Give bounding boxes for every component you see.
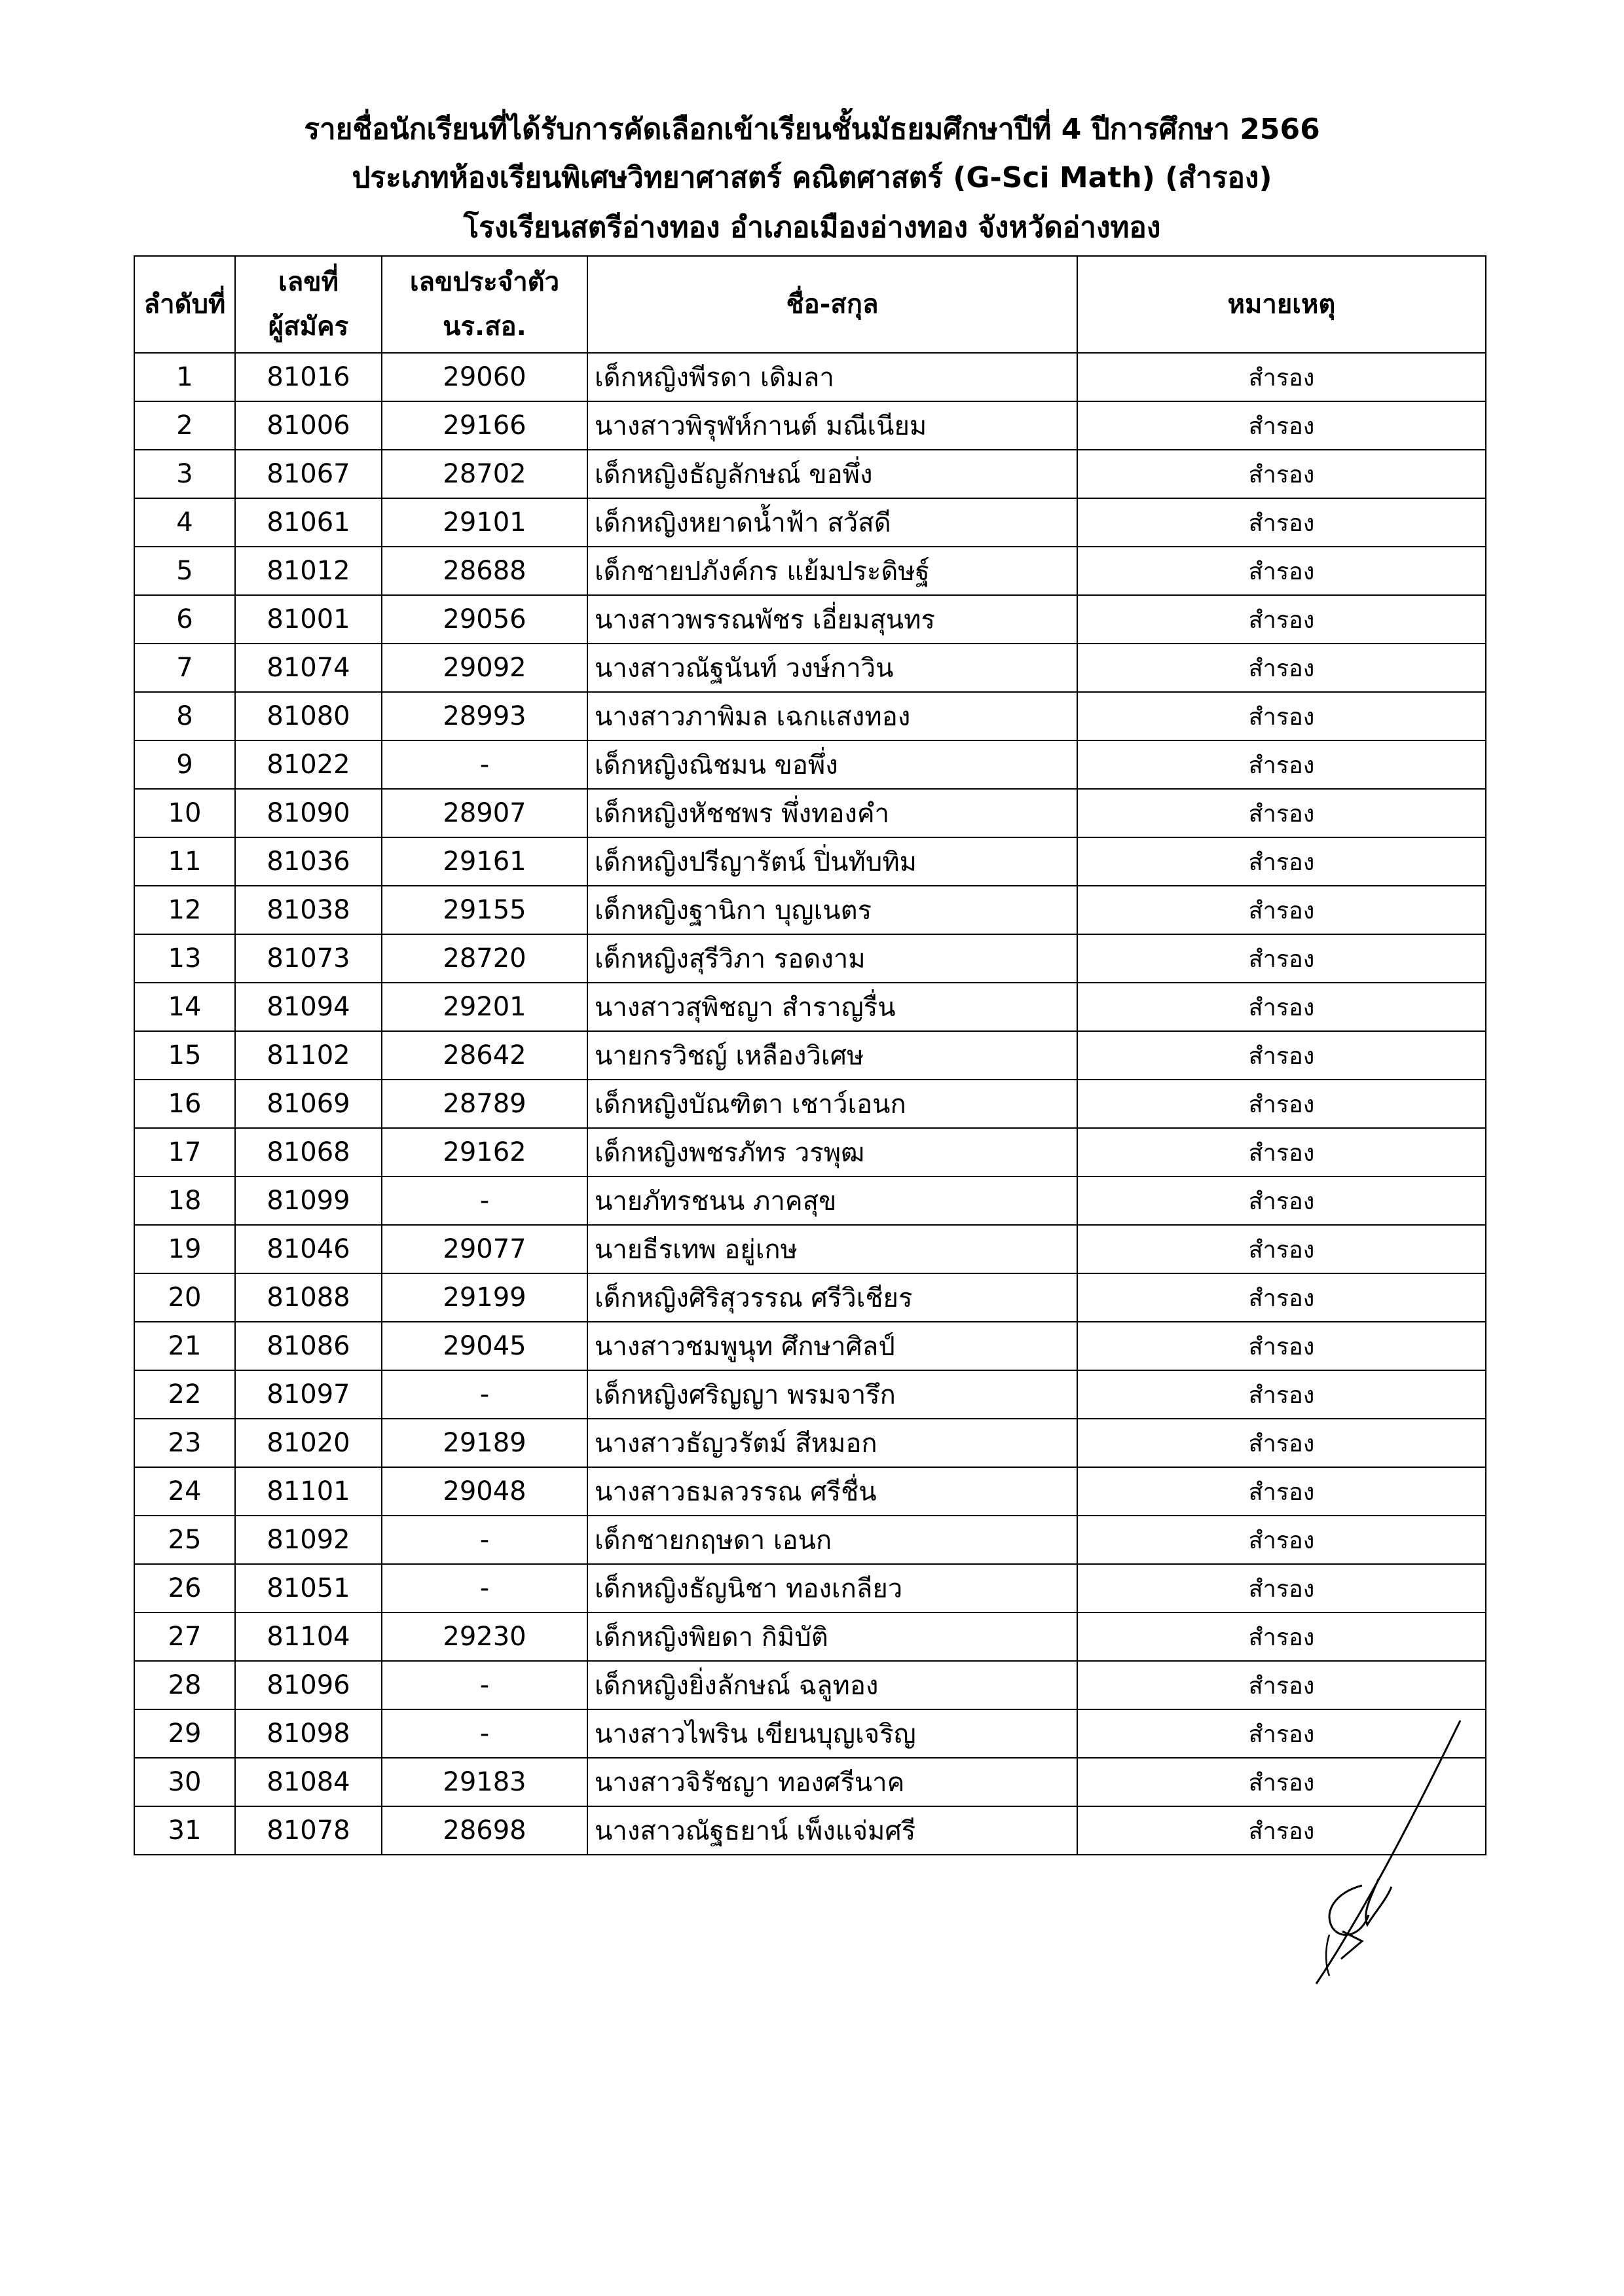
table-row <box>134 1370 1486 1419</box>
header-order: ลำดับที่ <box>134 256 235 353</box>
row-applicant-number: 81088 <box>235 1273 382 1322</box>
row-student-name: นางสาวธมลวรรณ ศรีชื่น <box>587 1467 1077 1516</box>
row-student-name: นางสาวพรรณพัชร เอี่ยมสุนทร <box>587 595 1077 644</box>
row-applicant-number: 81090 <box>235 789 382 837</box>
row-applicant-number: 81096 <box>235 1661 382 1709</box>
row-note: สำรอง <box>1077 934 1486 983</box>
header-note: หมายเหตุ <box>1077 256 1486 353</box>
row-applicant-number: 81073 <box>235 934 382 983</box>
row-note: สำรอง <box>1077 983 1486 1031</box>
row-applicant-number: 81098 <box>235 1709 382 1758</box>
table-row <box>134 1613 1486 1661</box>
row-order: 15 <box>134 1031 235 1080</box>
header-student-id <box>382 256 587 353</box>
row-student-name: เด็กหญิงยิ่งลักษณ์ ฉลูทอง <box>587 1661 1077 1709</box>
table-row <box>134 1564 1486 1613</box>
row-student-name: เด็กหญิงพีรดา เดิมลา <box>587 353 1077 401</box>
row-student-id: 29056 <box>382 595 587 644</box>
row-order: 27 <box>134 1613 235 1661</box>
row-student-name: เด็กหญิงธัญลักษณ์ ขอพึ่ง <box>587 450 1077 498</box>
row-order: 23 <box>134 1419 235 1467</box>
table-row <box>134 934 1486 983</box>
row-order: 7 <box>134 644 235 692</box>
row-student-id: 29189 <box>382 1419 587 1467</box>
row-applicant-number: 81078 <box>235 1806 382 1855</box>
row-order: 31 <box>134 1806 235 1855</box>
row-order: 5 <box>134 547 235 595</box>
row-order: 19 <box>134 1225 235 1273</box>
row-applicant-number: 81101 <box>235 1467 382 1516</box>
row-student-name: นายธีรเทพ อยู่เกษ <box>587 1225 1077 1273</box>
row-note: สำรอง <box>1077 1370 1486 1419</box>
row-student-id: 29162 <box>382 1128 587 1176</box>
row-order: 28 <box>134 1661 235 1709</box>
row-applicant-number: 81020 <box>235 1419 382 1467</box>
row-student-id: 29077 <box>382 1225 587 1273</box>
table-row <box>134 401 1486 450</box>
row-applicant-number: 81022 <box>235 740 382 789</box>
row-applicant-number: 81104 <box>235 1613 382 1661</box>
row-student-id: 28789 <box>382 1080 587 1128</box>
row-applicant-number: 81097 <box>235 1370 382 1419</box>
row-applicant-number: 81068 <box>235 1128 382 1176</box>
row-student-name: เด็กชายกฤษดา เอนก <box>587 1516 1077 1564</box>
row-applicant-number: 81092 <box>235 1516 382 1564</box>
row-note: สำรอง <box>1077 740 1486 789</box>
row-applicant-number: 81080 <box>235 692 382 740</box>
row-note: สำรอง <box>1077 1080 1486 1128</box>
table-row <box>134 983 1486 1031</box>
row-student-name: เด็กหญิงฐานิกา บุญเนตร <box>587 886 1077 934</box>
table-row <box>134 547 1486 595</box>
row-order: 20 <box>134 1273 235 1322</box>
table-row <box>134 886 1486 934</box>
row-note: สำรอง <box>1077 1661 1486 1709</box>
row-note: สำรอง <box>1077 1467 1486 1516</box>
row-student-name: นางสาวชมพูนุท ศึกษาศิลป์ <box>587 1322 1077 1370</box>
row-applicant-number: 81086 <box>235 1322 382 1370</box>
row-student-id: 28993 <box>382 692 587 740</box>
row-applicant-number: 81046 <box>235 1225 382 1273</box>
row-note: สำรอง <box>1077 692 1486 740</box>
table-row <box>134 1176 1486 1225</box>
row-order: 26 <box>134 1564 235 1613</box>
table-body <box>134 353 1486 1855</box>
row-student-id: - <box>382 1516 587 1564</box>
table-row <box>134 837 1486 886</box>
row-student-name: นางสาวสุพิชญา สำราญรื่น <box>587 983 1077 1031</box>
table-row <box>134 498 1486 547</box>
row-student-name: นางสาวณัฐธยาน์ เพ็งแจ่มศรี <box>587 1806 1077 1855</box>
row-student-id: 29101 <box>382 498 587 547</box>
row-note: สำรอง <box>1077 1516 1486 1564</box>
row-student-id: 29161 <box>382 837 587 886</box>
row-note: สำรอง <box>1077 401 1486 450</box>
row-note: สำรอง <box>1077 595 1486 644</box>
header-student-id-line2: นร.สอ. <box>443 312 526 342</box>
row-student-name: เด็กหญิงพิยดา กิมิบัติ <box>587 1613 1077 1661</box>
row-order: 8 <box>134 692 235 740</box>
row-note: สำรอง <box>1077 644 1486 692</box>
row-student-name: นางสาวจิรัชญา ทองศรีนาค <box>587 1758 1077 1806</box>
student-roster-table <box>134 255 1486 1855</box>
row-student-id: 29155 <box>382 886 587 934</box>
row-student-name: เด็กชายปภังค์กร แย้มประดิษฐ์ <box>587 547 1077 595</box>
row-order: 14 <box>134 983 235 1031</box>
row-student-id: 29045 <box>382 1322 587 1370</box>
row-order: 11 <box>134 837 235 886</box>
table-row <box>134 644 1486 692</box>
row-applicant-number: 81006 <box>235 401 382 450</box>
row-note: สำรอง <box>1077 1419 1486 1467</box>
row-student-name: เด็กหญิงพชรภัทร วรพุฒ <box>587 1128 1077 1176</box>
row-applicant-number: 81001 <box>235 595 382 644</box>
row-applicant-number: 81012 <box>235 547 382 595</box>
row-order: 10 <box>134 789 235 837</box>
row-student-id: 29199 <box>382 1273 587 1322</box>
row-student-id: - <box>382 740 587 789</box>
table-row <box>134 1322 1486 1370</box>
row-order: 16 <box>134 1080 235 1128</box>
row-student-name: นางสาวไพริน เขียนบุญเจริญ <box>587 1709 1077 1758</box>
row-student-name: เด็กหญิงปรีญารัตน์ ปิ่นทับทิม <box>587 837 1077 886</box>
header-applicant-number <box>235 256 382 353</box>
row-note: สำรอง <box>1077 450 1486 498</box>
table-row <box>134 1661 1486 1709</box>
row-applicant-number: 81084 <box>235 1758 382 1806</box>
table-row <box>134 1031 1486 1080</box>
row-order: 2 <box>134 401 235 450</box>
table-header-row <box>134 256 1486 353</box>
row-student-id: 28698 <box>382 1806 587 1855</box>
row-note: สำรอง <box>1077 1128 1486 1176</box>
row-student-name: นางสาวพิรุฬห์กานต์ มณีเนียม <box>587 401 1077 450</box>
table-row <box>134 1080 1486 1128</box>
table-row <box>134 1225 1486 1273</box>
row-student-id: 28642 <box>382 1031 587 1080</box>
row-applicant-number: 81038 <box>235 886 382 934</box>
row-student-id: 29183 <box>382 1758 587 1806</box>
row-note: สำรอง <box>1077 353 1486 401</box>
row-order: 17 <box>134 1128 235 1176</box>
table-row <box>134 1128 1486 1176</box>
row-student-id: 29060 <box>382 353 587 401</box>
row-student-name: นางสาวภาพิมล เฉกแสงทอง <box>587 692 1077 740</box>
row-student-name: เด็กหญิงหยาดน้ำฟ้า สวัสดี <box>587 498 1077 547</box>
header-name: ชื่อ-สกุล <box>587 256 1077 353</box>
row-student-name: เด็กหญิงณิชมน ขอพึ่ง <box>587 740 1077 789</box>
row-student-id: 29230 <box>382 1613 587 1661</box>
row-note: สำรอง <box>1077 1709 1486 1758</box>
row-student-name: นายกรวิชญ์ เหลืองวิเศษ <box>587 1031 1077 1080</box>
row-student-id: - <box>382 1564 587 1613</box>
table-row <box>134 1273 1486 1322</box>
header-applicant-line1: เลขที่ <box>278 267 339 297</box>
row-student-name: เด็กหญิงธัญนิชา ทองเกลียว <box>587 1564 1077 1613</box>
row-student-id: 29092 <box>382 644 587 692</box>
row-note: สำรอง <box>1077 498 1486 547</box>
row-note: สำรอง <box>1077 1031 1486 1080</box>
table-row <box>134 692 1486 740</box>
row-note: สำรอง <box>1077 1806 1486 1855</box>
row-student-id: 28720 <box>382 934 587 983</box>
row-note: สำรอง <box>1077 837 1486 886</box>
row-applicant-number: 81051 <box>235 1564 382 1613</box>
row-order: 30 <box>134 1758 235 1806</box>
row-student-id: 28688 <box>382 547 587 595</box>
row-note: สำรอง <box>1077 1758 1486 1806</box>
row-applicant-number: 81067 <box>235 450 382 498</box>
document-title: รายชื่อนักเรียนที่ได้รับการคัดเลือกเข้าเรียนชั้นมัธยมศึกษาปีที่ 4 ปีการศึกษา 2566 <box>304 113 1320 146</box>
row-applicant-number: 81099 <box>235 1176 382 1225</box>
row-order: 3 <box>134 450 235 498</box>
row-student-id: - <box>382 1176 587 1225</box>
row-order: 22 <box>134 1370 235 1419</box>
table-row <box>134 789 1486 837</box>
row-student-id: 29166 <box>382 401 587 450</box>
row-applicant-number: 81036 <box>235 837 382 886</box>
row-applicant-number: 81094 <box>235 983 382 1031</box>
row-order: 1 <box>134 353 235 401</box>
row-student-name: นางสาวธัญวรัตม์ สีหมอก <box>587 1419 1077 1467</box>
table-row <box>134 1516 1486 1564</box>
signature-mark <box>1264 1715 1480 1990</box>
row-student-name: เด็กหญิงบัณฑิตา เชาว์เอนก <box>587 1080 1077 1128</box>
table-row <box>134 353 1486 401</box>
row-order: 9 <box>134 740 235 789</box>
table-row <box>134 450 1486 498</box>
row-order: 13 <box>134 934 235 983</box>
table-row <box>134 1419 1486 1467</box>
row-note: สำรอง <box>1077 1273 1486 1322</box>
row-note: สำรอง <box>1077 547 1486 595</box>
table-row <box>134 740 1486 789</box>
row-applicant-number: 81016 <box>235 353 382 401</box>
row-student-name: เด็กหญิงศริญญา พรมจารึก <box>587 1370 1077 1419</box>
row-student-name: นางสาวณัฐนันท์ วงษ์กาวิน <box>587 644 1077 692</box>
row-order: 18 <box>134 1176 235 1225</box>
header-applicant-line2: ผู้สมัคร <box>268 312 349 342</box>
table-row <box>134 595 1486 644</box>
row-order: 12 <box>134 886 235 934</box>
row-student-id: 28907 <box>382 789 587 837</box>
row-order: 4 <box>134 498 235 547</box>
row-student-id: - <box>382 1661 587 1709</box>
row-applicant-number: 81102 <box>235 1031 382 1080</box>
row-student-name: เด็กหญิงหัชชพร พึ่งทองคำ <box>587 789 1077 837</box>
header-student-id-line1: เลขประจำตัว <box>409 267 560 297</box>
row-student-id: 29201 <box>382 983 587 1031</box>
row-student-id: 29048 <box>382 1467 587 1516</box>
row-student-id: 28702 <box>382 450 587 498</box>
row-note: สำรอง <box>1077 1322 1486 1370</box>
row-note: สำรอง <box>1077 1564 1486 1613</box>
table-row <box>134 1467 1486 1516</box>
row-order: 25 <box>134 1516 235 1564</box>
row-note: สำรอง <box>1077 789 1486 837</box>
row-student-name: เด็กหญิงศิริสุวรรณ ศรีวิเชียร <box>587 1273 1077 1322</box>
row-student-name: นายภัทรชนน ภาคสุข <box>587 1176 1077 1225</box>
row-note: สำรอง <box>1077 1176 1486 1225</box>
row-order: 6 <box>134 595 235 644</box>
school-subtitle: โรงเรียนสตรีอ่างทอง อำเภอเมืองอ่างทอง จังหวัดอ่างทอง <box>463 211 1161 244</box>
row-order: 29 <box>134 1709 235 1758</box>
row-student-id: - <box>382 1370 587 1419</box>
program-subtitle: ประเภทห้องเรียนพิเศษวิทยาศาสตร์ คณิตศาสตร์ (G-Sci Math) (สำรอง) <box>352 161 1272 194</box>
row-applicant-number: 81061 <box>235 498 382 547</box>
row-note: สำรอง <box>1077 886 1486 934</box>
row-order: 21 <box>134 1322 235 1370</box>
row-order: 24 <box>134 1467 235 1516</box>
row-applicant-number: 81074 <box>235 644 382 692</box>
row-applicant-number: 81069 <box>235 1080 382 1128</box>
row-note: สำรอง <box>1077 1225 1486 1273</box>
row-student-id: - <box>382 1709 587 1758</box>
row-note: สำรอง <box>1077 1613 1486 1661</box>
row-student-name: เด็กหญิงสุรีวิภา รอดงาม <box>587 934 1077 983</box>
